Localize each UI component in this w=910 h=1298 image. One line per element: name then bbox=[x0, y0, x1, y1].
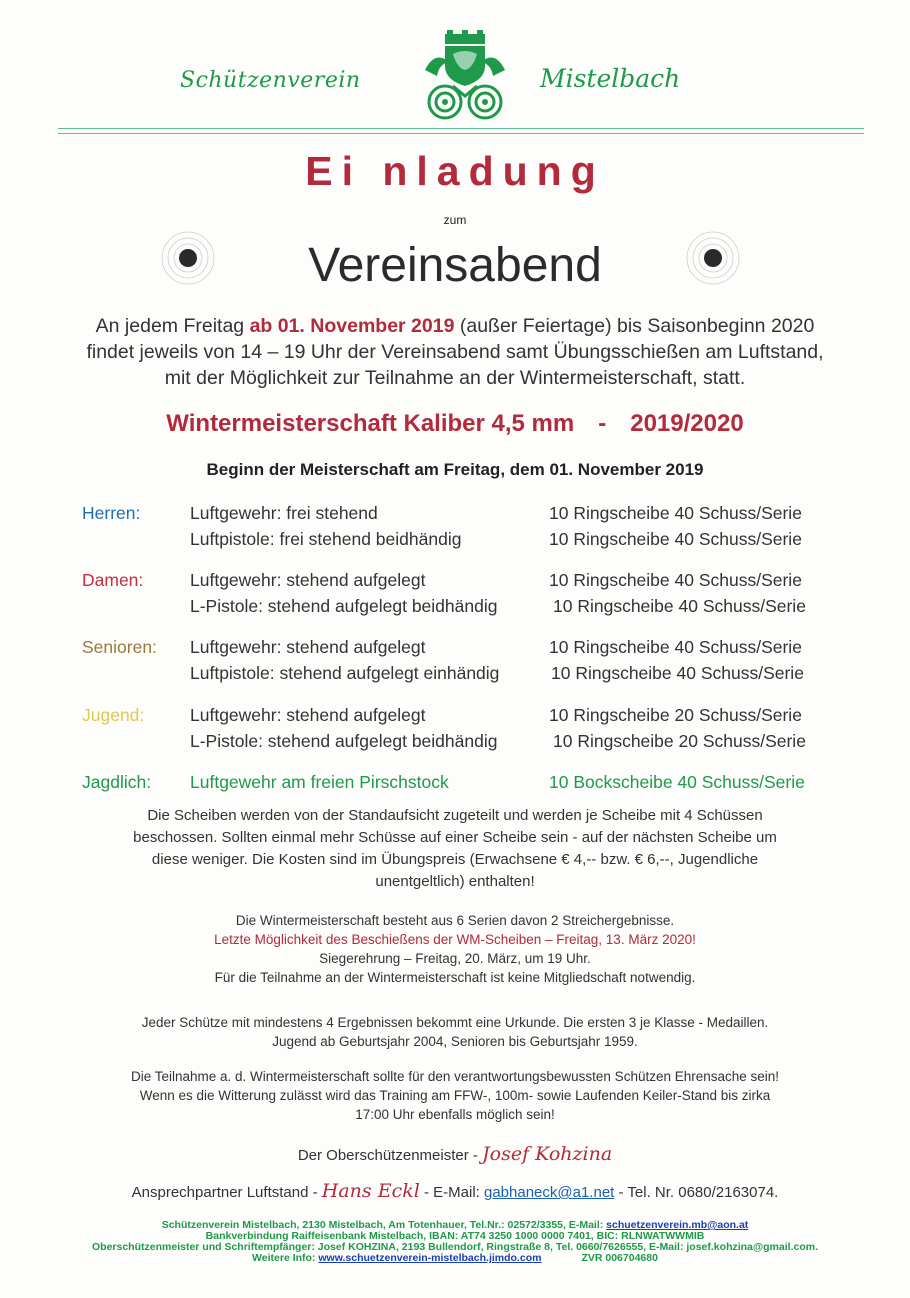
website-link[interactable]: www.schuetzenverein-mistelbach.jimdo.com bbox=[318, 1252, 542, 1264]
discipline-target: 10 Ringscheibe 40 Schuss/Serie bbox=[551, 663, 804, 683]
discipline-description: Luftpistole: stehend aufgelegt einhändig bbox=[190, 663, 500, 683]
paragraph-line: Die Scheiben werden von der Standaufsicht zugeteilt und werden je Scheibe mit 4 Schüssen bbox=[147, 807, 763, 824]
letterhead bbox=[130, 30, 865, 110]
subtitle-small: zum bbox=[443, 213, 467, 227]
discipline-target: 10 Ringscheibe 40 Schuss/Serie bbox=[553, 596, 806, 616]
paragraph-line: Wenn es die Witterung zulässt wird das Training am FFW-, 100m- sowie Laufenden Keiler-Stand bis zirka bbox=[139, 1088, 771, 1103]
discipline-description: L-Pistole: stehend aufgelegt beidhändig bbox=[190, 596, 498, 616]
signature-name: Josef Kohzina bbox=[482, 1143, 613, 1165]
award-ceremony: Siegerehrung – Freitag, 20. März, um 19 Uhr. bbox=[319, 951, 591, 966]
discipline-description: L-Pistole: stehend aufgelegt beidhändig bbox=[190, 731, 498, 751]
contact-line bbox=[40, 1180, 870, 1202]
discipline-category: Damen: bbox=[82, 570, 144, 590]
paragraph-line: unentgeltlich) enthalten! bbox=[375, 873, 535, 890]
footer bbox=[40, 1220, 870, 1264]
footer-zvr: ZVR 006704680 bbox=[581, 1252, 658, 1264]
discipline-target: 10 Ringscheibe 40 Schuss/Serie bbox=[549, 570, 802, 590]
intro-paragraph bbox=[60, 313, 850, 391]
paragraph-line: beschossen. Sollten einmal mehr Schüsse auf einer Scheibe sein - auf der nächsten Scheibe um bbox=[133, 829, 777, 846]
discipline-target: 10 Bockscheibe 40 Schuss/Serie bbox=[549, 772, 805, 792]
paragraph-line: Jugend ab Geburtsjahr 2004, Senioren bis Geburtsjahr 1959. bbox=[272, 1034, 638, 1049]
email-label: - E-Mail: bbox=[423, 1184, 480, 1201]
discipline-category: Herren: bbox=[82, 503, 141, 523]
discipline-target: 10 Ringscheibe 40 Schuss/Serie bbox=[549, 637, 802, 657]
discipline-target: 10 Ringscheibe 40 Schuss/Serie bbox=[549, 503, 802, 523]
intro-text: An jedem Freitag bbox=[95, 315, 250, 337]
paragraph-line: 17:00 Uhr ebenfalls möglich sein! bbox=[355, 1107, 555, 1122]
intro-text: findet jeweils von 14 – 19 Uhr der Vereinsabend samt Übungsschießen am Luftstand, bbox=[86, 341, 824, 363]
discipline-description: Luftgewehr: frei stehend bbox=[190, 503, 378, 523]
discipline-category: Jugend: bbox=[82, 705, 145, 725]
series-paragraph bbox=[70, 911, 840, 987]
championship-heading bbox=[0, 410, 910, 438]
discipline-target: 10 Ringscheibe 20 Schuss/Serie bbox=[549, 705, 802, 725]
heading-dash: - bbox=[598, 410, 607, 437]
signature-label: Der Oberschützenmeister - bbox=[297, 1147, 478, 1164]
paragraph-line: Die Teilnahme a. d. Wintermeisterschaft sollte für den verantwortungsbewussten Schützen Ehrensache sein! bbox=[130, 1069, 780, 1084]
contact-name: Hans Eckl bbox=[321, 1180, 420, 1202]
intro-text: (außer Feiertage) bis Saisonbeginn 2020 bbox=[454, 315, 815, 337]
last-chance-notice: Letzte Möglichkeit des Beschießens der WM-Scheiben – Freitag, 13. März 2020! bbox=[214, 932, 696, 947]
awards-paragraph bbox=[70, 1013, 840, 1051]
championship-title: Wintermeisterschaft Kaliber 4,5 mm bbox=[166, 410, 575, 437]
club-name-right: Mistelbach bbox=[540, 64, 681, 93]
invitation-title: Ei nladung bbox=[305, 148, 605, 194]
intro-start-date: ab 01. November 2019 bbox=[249, 315, 455, 337]
signature-line bbox=[70, 1143, 840, 1165]
paragraph-line: Die Wintermeisterschaft besteht aus 6 Serien davon 2 Streichergebnisse. bbox=[235, 913, 675, 928]
discipline-description: Luftpistole: frei stehend beidhändig bbox=[190, 529, 462, 549]
footer-info-label: Weitere Info: bbox=[252, 1252, 319, 1264]
contact-label: Ansprechpartner Luftstand - bbox=[131, 1184, 318, 1201]
discipline-description: Luftgewehr: stehend aufgelegt bbox=[190, 705, 426, 725]
paragraph-line: Für die Teilnahme an der Wintermeisterschaft ist keine Mitgliedschaft notwendig. bbox=[214, 970, 696, 985]
championship-season: 2019/2020 bbox=[630, 410, 744, 437]
paragraph-line: Jeder Schütze mit mindestens 4 Ergebnissen bekommt eine Urkunde. Die ersten 3 je Klasse - Medaillen. bbox=[141, 1015, 769, 1030]
discipline-target: 10 Ringscheibe 20 Schuss/Serie bbox=[553, 731, 806, 751]
discipline-target: 10 Ringscheibe 40 Schuss/Serie bbox=[549, 529, 802, 549]
discipline-description: Luftgewehr: stehend aufgelegt bbox=[190, 637, 426, 657]
paragraph-line: diese weniger. Die Kosten sind im Übungspreis (Erwachsene € 4,-- bzw. € 6,--, Jugendliche bbox=[151, 851, 759, 868]
contact-email-link[interactable]: gabhaneck@a1.net bbox=[484, 1184, 615, 1201]
honor-paragraph bbox=[70, 1067, 840, 1124]
footer-bank: Bankverbindung Raiffeisenbank Mistelbach, IBAN: AT74 3250 1000 0000 7401, BIC: RLNWATWWMIB bbox=[205, 1230, 705, 1242]
header-divider bbox=[58, 128, 864, 134]
discipline-category: Jagdlich: bbox=[82, 772, 152, 792]
discipline-description: Luftgewehr: stehend aufgelegt bbox=[190, 570, 426, 590]
championship-start: Beginn der Meisterschaft am Freitag, dem 01. November 2019 bbox=[206, 460, 704, 479]
intro-text: mit der Möglichkeit zur Teilnahme an der Wintermeisterschaft, statt. bbox=[164, 367, 746, 389]
contact-phone: - Tel. Nr. 0680/2163074. bbox=[618, 1184, 779, 1201]
discipline-description: Luftgewehr am freien Pirschstock bbox=[190, 772, 449, 792]
club-name-left: Schützenverein bbox=[180, 68, 361, 93]
event-title: Vereinsabend bbox=[308, 239, 602, 292]
club-crest-icon bbox=[415, 30, 515, 122]
footer-address: Schützenverein Mistelbach, 2130 Mistelbach, Am Totenhauer, Tel.Nr.: 02572/3355, E-Mail: bbox=[161, 1219, 607, 1231]
discipline-category: Senioren: bbox=[82, 637, 157, 657]
targets-paragraph bbox=[70, 805, 840, 893]
footer-official: Oberschützenmeister und Schriftempfänger: Josef KOHZINA, 2193 Bullendorf, Ringstraße 8, Tel. 0660/7626555, E-Mail: josef.kohzina@gmail.com. bbox=[92, 1241, 818, 1253]
club-email-link[interactable]: schuetzenverein.mb@aon.at bbox=[606, 1219, 749, 1231]
